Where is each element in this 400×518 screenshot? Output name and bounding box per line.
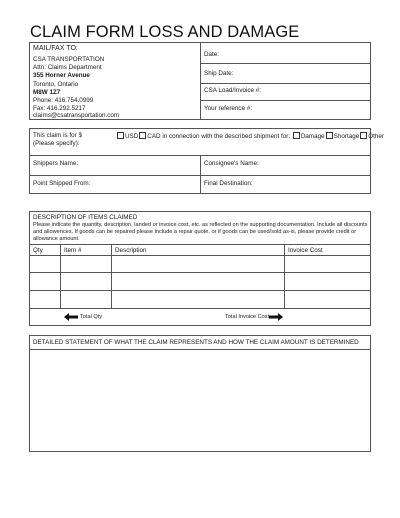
page-title: CLAIM FORM LOSS AND DAMAGE bbox=[30, 23, 300, 41]
items-instructions: Please indicate the quantity, description, landed or invoice cost, etc. as reflected on the supporting documentation. Include all discounts and allowences. If goods can be repaired please include a repair quote, or if goods can be used/sold as-is, please provide credit or allowance amount. bbox=[33, 222, 368, 242]
email-line: claims@csatransportation.com bbox=[33, 112, 120, 119]
usd-checkbox[interactable] bbox=[117, 132, 124, 139]
company-name: CSA TRANSPORTATION bbox=[33, 56, 105, 63]
final-destination-field[interactable]: Final Destination: bbox=[204, 180, 253, 187]
consignee-name-field[interactable]: Consignee's Name: bbox=[204, 160, 259, 167]
items-block bbox=[29, 211, 371, 326]
cad-checkbox[interactable] bbox=[139, 132, 146, 139]
your-reference-field[interactable]: Your reference #: bbox=[204, 105, 253, 112]
currency-and-type-row: USD CAD in connection with the described shipment for: Damage Shortage Other bbox=[116, 132, 384, 141]
total-qty-label: Total Qty bbox=[80, 314, 103, 320]
attn-line: Attn: Claims Department bbox=[33, 64, 102, 71]
fax-line: Fax: 416.292.5217 bbox=[33, 105, 86, 112]
damage-checkbox[interactable] bbox=[293, 132, 300, 139]
ship-date-field[interactable]: Ship Date: bbox=[204, 70, 234, 77]
shippers-name-field[interactable]: Shippers Name: bbox=[33, 160, 79, 167]
other-checkbox[interactable] bbox=[360, 132, 367, 139]
date-field[interactable]: Date: bbox=[204, 51, 220, 58]
total-invoice-cost-label: Total Invoice Cost bbox=[225, 314, 270, 320]
arrow-left-icon bbox=[64, 313, 78, 321]
statement-block bbox=[29, 335, 371, 452]
arrow-right-icon bbox=[269, 313, 283, 321]
items-heading: DESCRIPTION OF ITEMS CLAIMED bbox=[33, 214, 138, 221]
please-specify-label: (Please specify): bbox=[33, 140, 80, 147]
phone-line: Phone: 416.754.0999 bbox=[33, 97, 94, 104]
col-qty: Qty bbox=[33, 247, 43, 254]
point-shipped-field[interactable]: Point Shipped From: bbox=[33, 180, 91, 187]
shortage-checkbox[interactable] bbox=[326, 132, 333, 139]
col-description: Description bbox=[115, 247, 147, 254]
city-line: Toronto, Ontario bbox=[33, 81, 79, 88]
street-line: 355 Horner Avenue bbox=[33, 72, 90, 79]
statement-text-area[interactable] bbox=[32, 351, 368, 449]
claim-amount-label: This claim is for $ bbox=[33, 132, 82, 139]
statement-heading: DETAILED STATEMENT OF WHAT THE CLAIM REPRESENTS AND HOW THE CLAIM AMOUNT IS DETERMINED bbox=[33, 339, 359, 346]
claim-block bbox=[29, 128, 384, 194]
mail-fax-heading: MAIL/FAX TO: bbox=[33, 45, 78, 52]
postal-line: M8W 1Z7 bbox=[33, 89, 61, 96]
col-invoice-cost: Invoice Cost bbox=[288, 247, 323, 254]
col-item-number: Item # bbox=[64, 247, 82, 254]
address-block bbox=[29, 42, 371, 120]
csa-load-field[interactable]: CSA Load/Invoice #: bbox=[204, 87, 262, 94]
